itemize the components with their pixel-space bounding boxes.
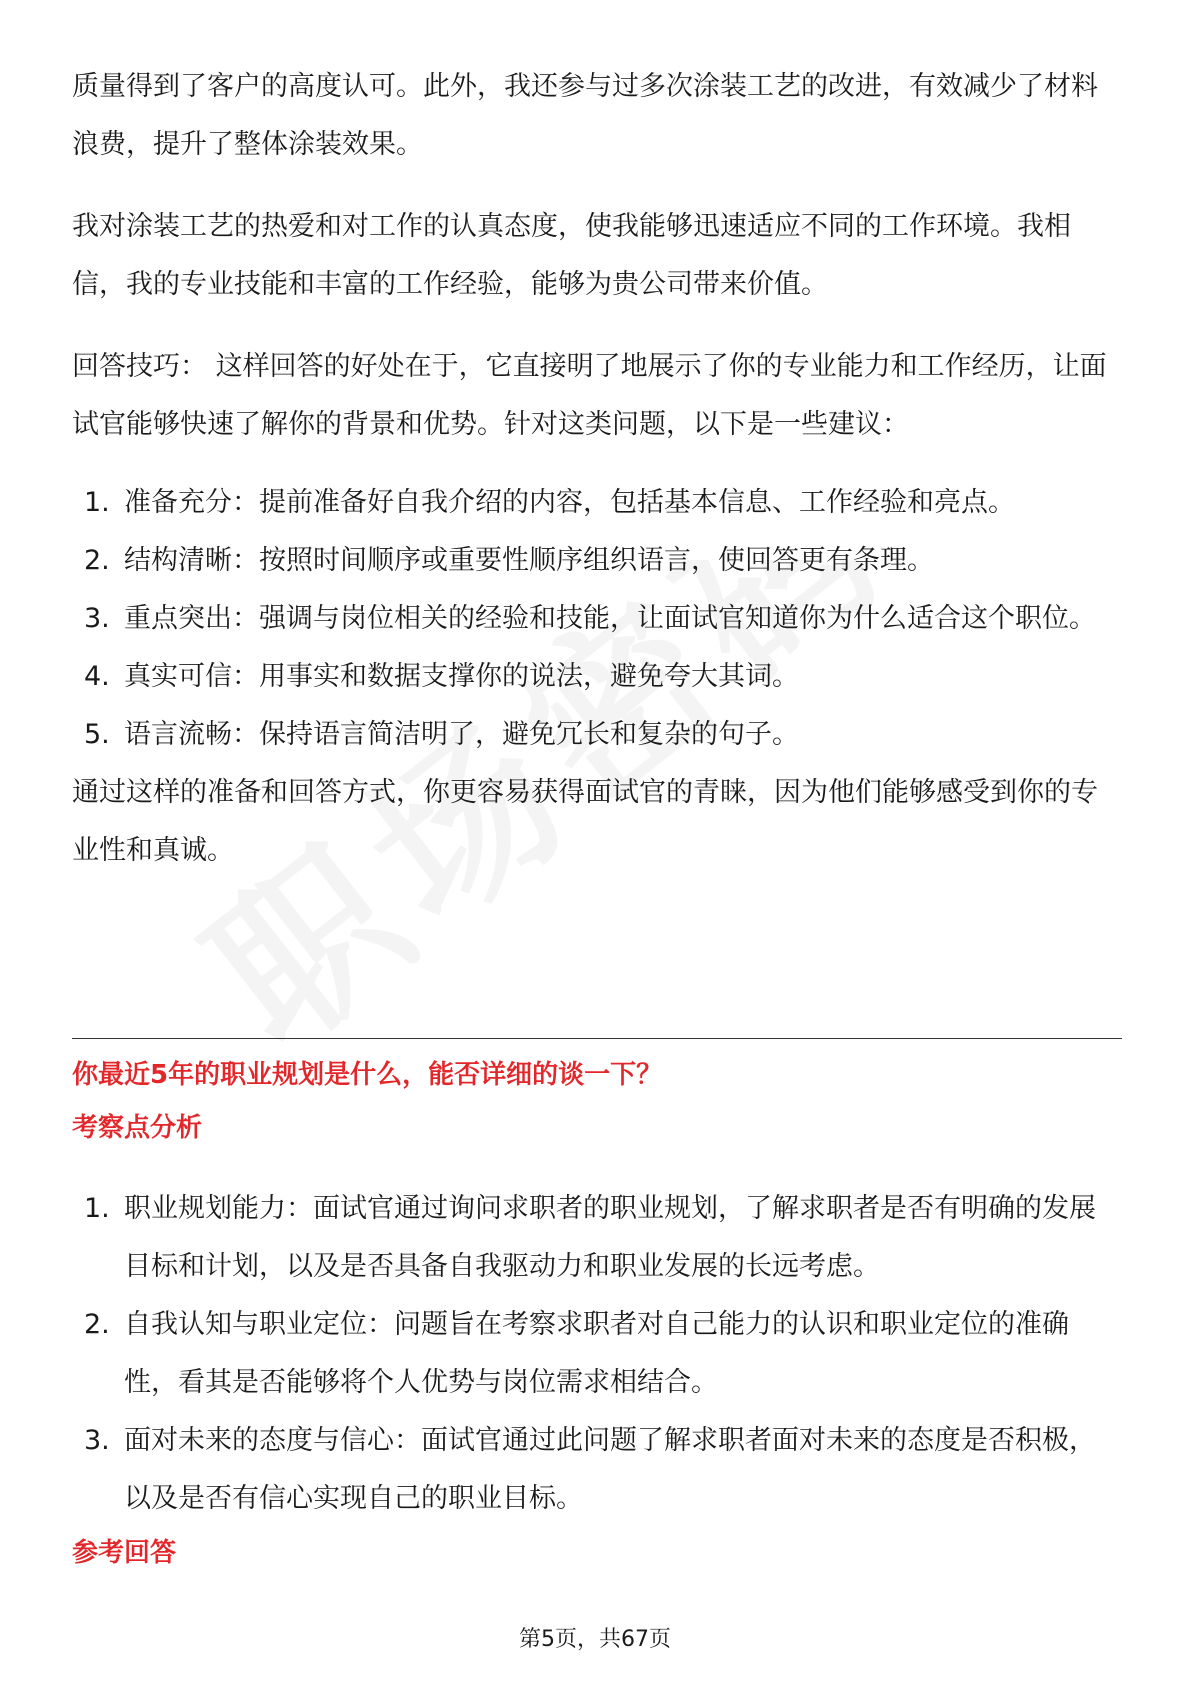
- list-item: 4. 真实可信：用事实和数据支撑你的说法，避免夸大其词。: [84, 661, 799, 692]
- analysis-list: [72, 1180, 1117, 1528]
- list-item: 1. 准备充分：提前准备好自我介绍的内容，包括基本信息、工作经验和亮点。: [84, 487, 1015, 518]
- main-content: [72, 58, 1117, 880]
- list-item: 3. 面对未来的态度与信心：面试官通过此问题了解求职者面对未来的态度是否积极，以及是否有信心实现自己的职业目标。: [84, 1425, 1096, 1514]
- paragraph-1: 质量得到了客户的高度认可。此外，我还参与过多次涂装工艺的改进，有效减少了材料浪费，提升了整体涂装效果。: [72, 71, 1098, 160]
- paragraph-answer-tips: 回答技巧： 这样回答的好处在于，它直接明了地展示了你的专业能力和工作经历，让面试官能够快速了解你的背景和优势。针对这类问题，以下是一些建议：: [72, 351, 1107, 440]
- paragraph-conclusion: 通过这样的准备和回答方式，你更容易获得面试官的青睐，因为他们能够感受到你的专业性和真诚。: [72, 777, 1098, 866]
- list-item: 2. 结构清晰：按照时间顺序或重要性顺序组织语言，使回答更有条理。: [84, 545, 934, 576]
- list-item: 5. 语言流畅：保持语言简洁明了，避免冗长和复杂的句子。: [84, 719, 799, 750]
- list-item: 3. 重点突出：强调与岗位相关的经验和技能，让面试官知道你为什么适合这个职位。: [84, 603, 1096, 634]
- reference-answer-heading: 参考回答: [72, 1538, 177, 1568]
- question-title: 你最近5年的职业规划是什么，能否详细的谈一下？: [72, 1060, 663, 1090]
- analysis-heading: 考察点分析: [72, 1113, 203, 1143]
- list-item: 1. 职业规划能力：面试官通过询问求职者的职业规划，了解求职者是否有明确的发展目标和计划，以及是否具备自我驱动力和职业发展的长远考虑。: [84, 1193, 1096, 1282]
- paragraph-2: 我对涂装工艺的热爱和对工作的认真态度，使我能够迅速适应不同的工作环境。我相信，我的专业技能和丰富的工作经验，能够为贵公司带来价值。: [72, 211, 1071, 300]
- list-item: 2. 自我认知与职业定位：问题旨在考察求职者对自己能力的认识和职业定位的准确性，看其是否能够将个人优势与岗位需求相结合。: [84, 1309, 1069, 1398]
- tips-list: [72, 474, 1117, 764]
- section-divider: [72, 1038, 1122, 1039]
- page-number: 第5页，共67页: [519, 1627, 671, 1652]
